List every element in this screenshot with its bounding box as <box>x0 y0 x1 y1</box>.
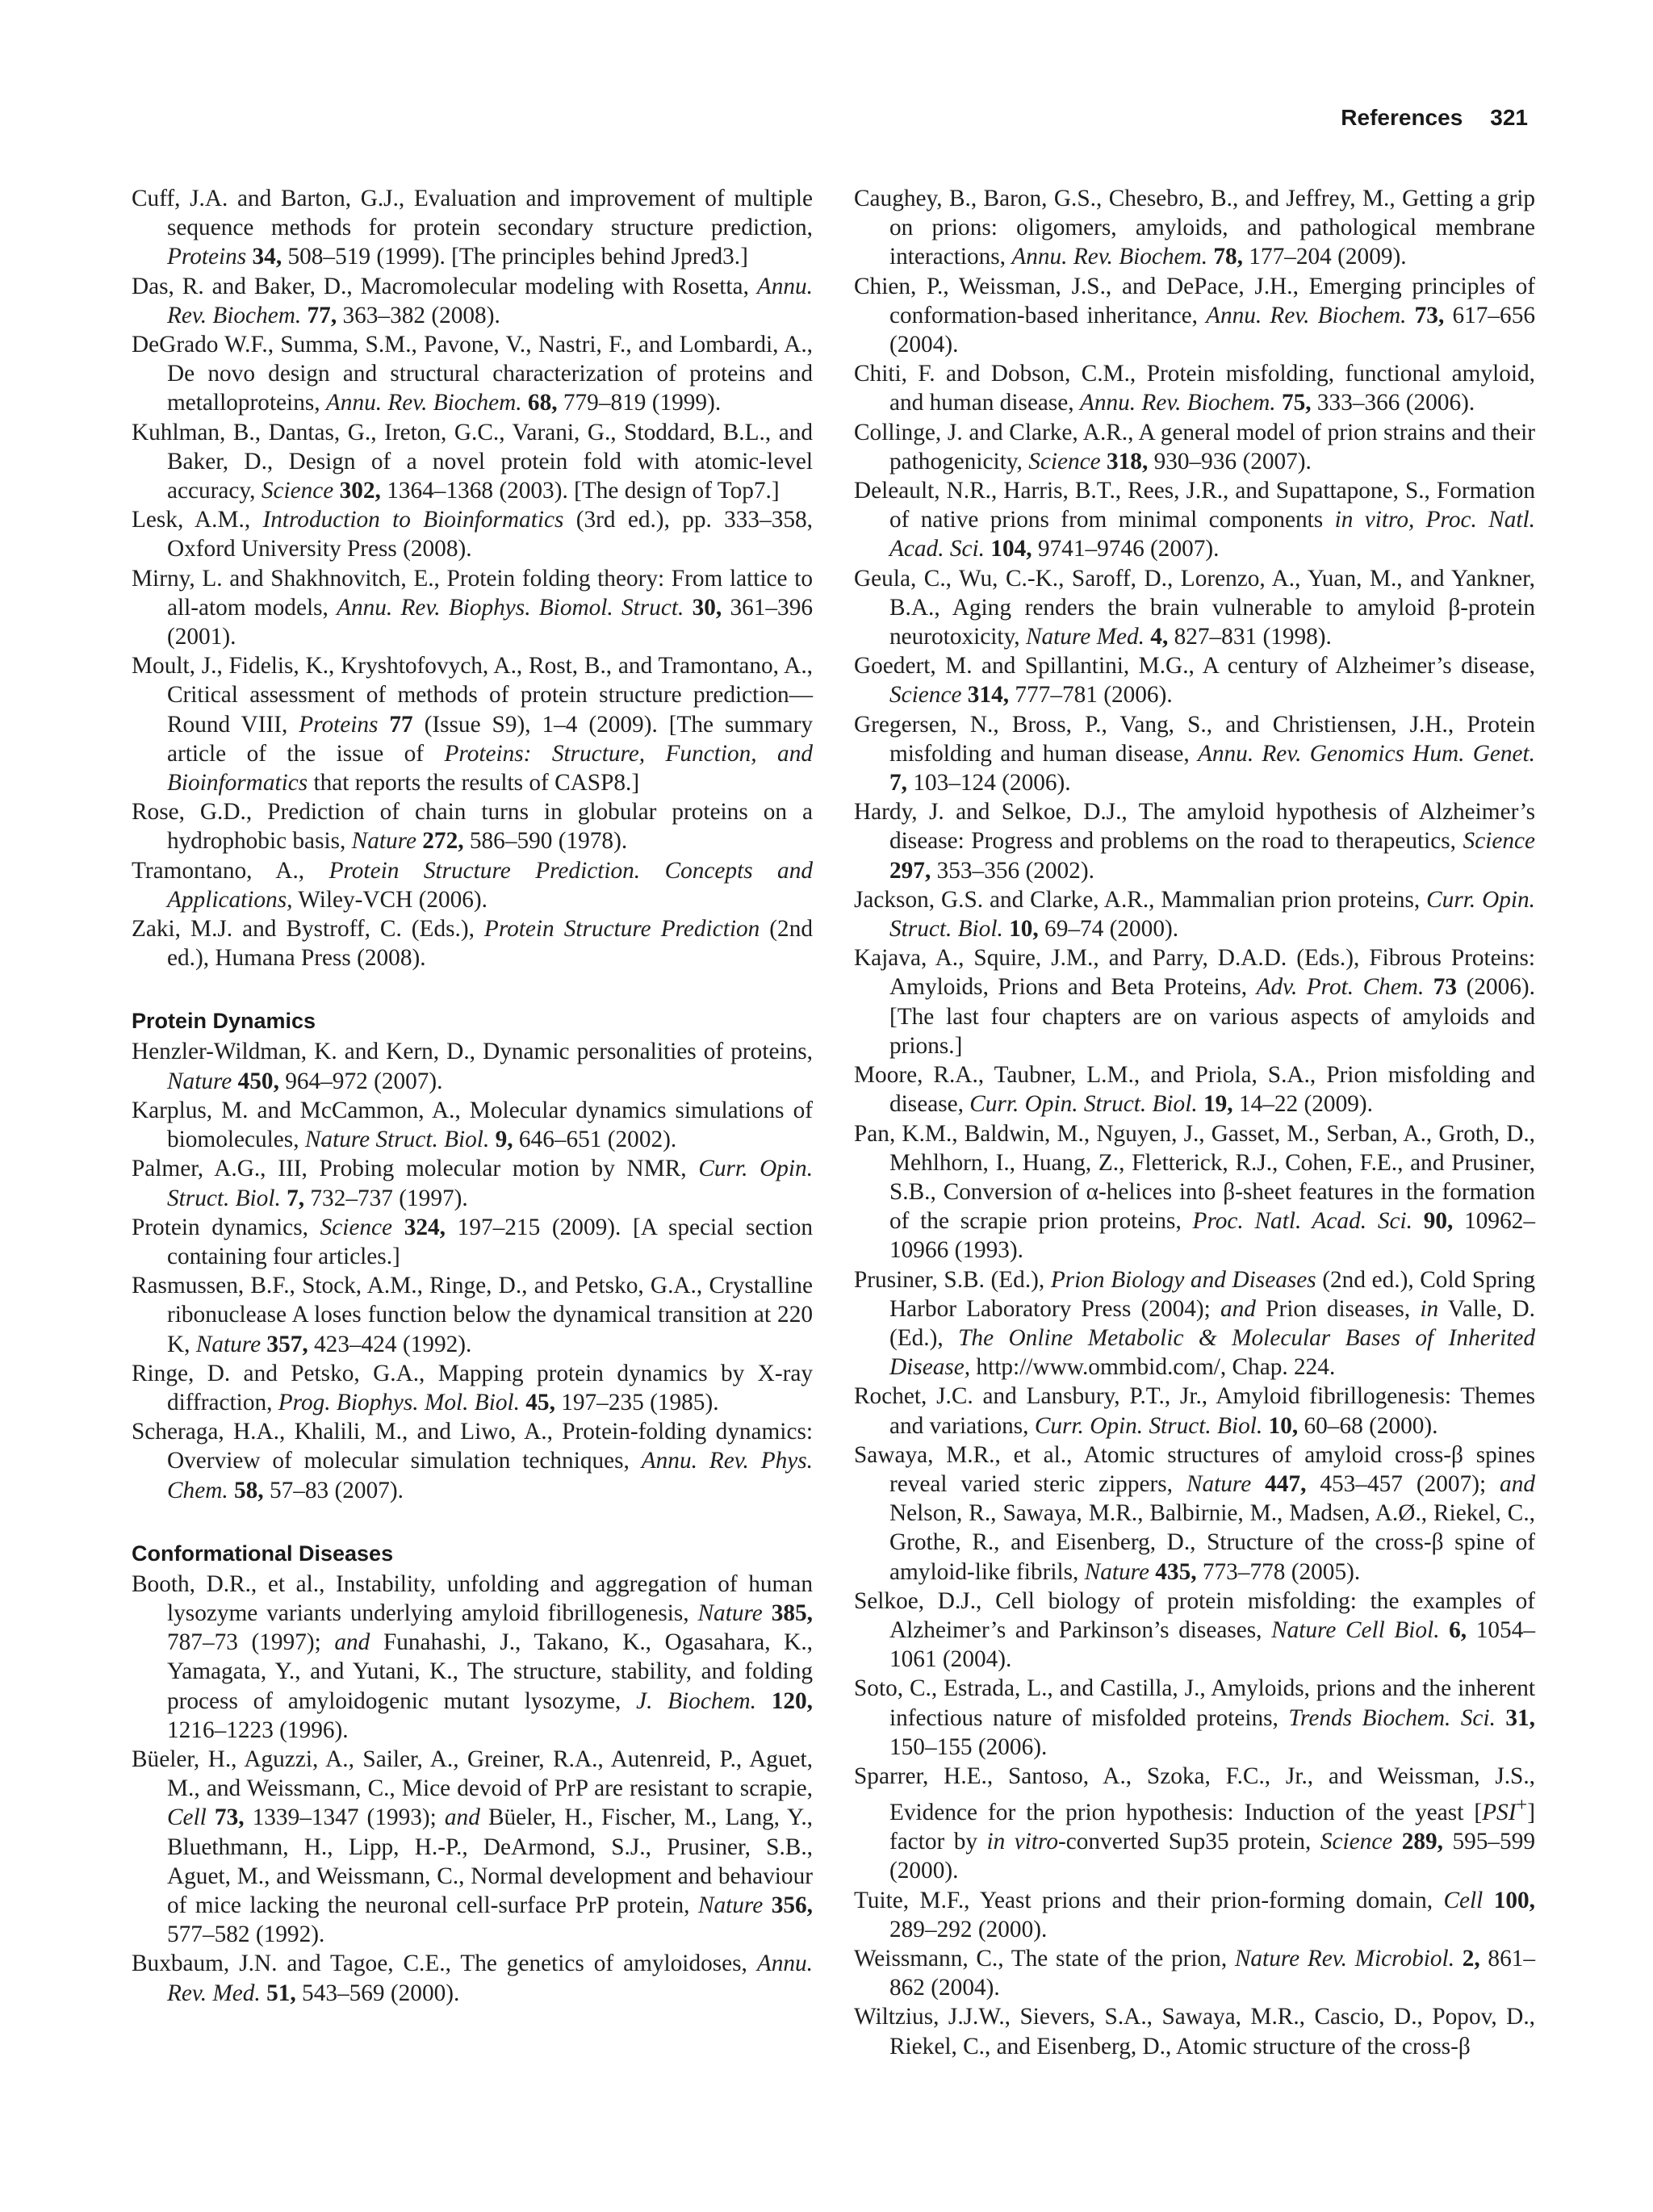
reference-entry: Tuite, M.F., Yeast prions and their prion-forming domain, Cell 100, 289–292 (2000). <box>854 1887 1535 1942</box>
reference-entry: Hardy, J. and Selkoe, D.J., The amyloid hypothesis of Alzheimer’s disease: Progress and problems on the road to therapeutics, Science 297, 353–356 (2002). <box>854 799 1535 884</box>
reference-sawaya: Sawaya, M.R., et al., Atomic structures of amyloid cross-β spines reveal varied steric zippers, Nature 447, 453–457 (2007); and Nelson, R., Sawaya, M.R., Balbirnie, M., Madsen, A.Ø., Riekel, C., Grothe, R., and Eisenberg, D., Structure of the cross-β spine of amyloid-like fibrils, Nature 435, 773–778 (2005). <box>854 1441 1535 1585</box>
reference-entry: Scheraga, H.A., Khalili, M., and Liwo, A., Protein-folding dynamics: Overview of molecular simulation techniques, Annu. Rev. Phys. Chem. 58, 57–83 (2007). <box>132 1419 813 1503</box>
reference-entry: Collinge, J. and Clarke, A.R., A general model of prion strains and their pathogenicity, Science 318, 930–936 (2007). <box>854 419 1536 475</box>
left-column <box>132 184 813 2008</box>
reference-entry: Pan, K.M., Baldwin, M., Nguyen, J., Gasset, M., Serban, A., Groth, D., Mehlhorn, I., Huang, Z., Fletterick, R.J., Cohen, F.E., and Prusiner, S.B., Conversion of α-helices into β-sheet features in the formation of the scrapie prion proteins, Proc. Natl. Acad. Sci. 90, 10962–10966 (1993). <box>854 1120 1535 1264</box>
reference-list <box>854 1587 1535 1762</box>
reference-entry: Lesk, A.M., Introduction to Bioinformatics (3rd ed.), pp. 333–358, Oxford University Press (2008). <box>132 507 813 562</box>
reference-entry: Chiti, F. and Dobson, C.M., Protein misfolding, functional amyloid, and human disease, Annu. Rev. Biochem. 75, 333–366 (2006). <box>854 361 1535 416</box>
reference-entry: Karplus, M. and McCammon, A., Molecular dynamics simulations of biomolecules, Nature Struct. Biol. 9, 646–651 (2002). <box>132 1097 814 1153</box>
reference-entry: Soto, C., Estrada, L., and Castilla, J., Amyloids, prions and the inherent infectious nature of misfolded proteins, Trends Biochem. Sci. 31, 150–155 (2006). <box>854 1675 1536 1760</box>
reference-list <box>132 797 813 972</box>
reference-booth: Booth, D.R., et al., Instability, unfolding and aggregation of human lysozyme variants underlying amyloid fibrillogenesis, Nature 385, 787–73 (1997); and Funahashi, J., Takano, K., Ogasahara, K., Yamagata, Y., and Yutani, K., The structure, stability, and folding process of amyloidogenic mutant lysozyme, J. Biochem. 120, 1216–1223 (1996). <box>132 1570 814 1743</box>
section-heading-conformational-diseases: Conformational Diseases <box>132 1541 394 1566</box>
reference-list <box>854 184 1535 476</box>
reference-sparrer: Sparrer, H.E., Santoso, A., Szoka, F.C., Jr., and Weissman, J.S., Evidence for the prion hypothesis: Induction of the yeast [PSI+] factor by in vitro-converted Sup35 protein, Science 289, 595–599 (2000). <box>854 1762 1535 1884</box>
reference-list <box>854 651 1535 1265</box>
reference-geula: Geula, C., Wu, C.-K., Saroff, D., Lorenzo, A., Yuan, M., and Yankner, B.A., Aging renders the brain vulnerable to amyloid β-protein neurotoxicity, Nature Med. 4, 827–831 (1998). <box>854 565 1535 650</box>
reference-entry: Protein dynamics, Science 324, 197–215 (2009). [A special section containing four articles.] <box>132 1214 813 1269</box>
reference-deleault: Deleault, N.R., Harris, B.T., Rees, J.R., and Supattapone, S., Formation of native prions from minimal components in vitro, Proc. Natl. Acad. Sci. 104, 9741–9746 (2007). <box>854 478 1535 562</box>
reference-entry: Mirny, L. and Shakhnovitch, E., Protein folding theory: From lattice to all-atom models, Annu. Rev. Biophys. Biomol. Struct. 30, 361–396 (2001). <box>132 565 813 650</box>
reference-entry: Goedert, M. and Spillantini, M.G., A century of Alzheimer’s disease, Science 314, 777–781 (2006). <box>854 653 1535 709</box>
reference-entry: Palmer, A.G., III, Probing molecular motion by NMR, Curr. Opin. Struct. Biol. 7, 732–737 (1997). <box>132 1156 814 1211</box>
reference-entry: Tramontano, A., Protein Structure Prediction. Concepts and Applications, Wiley-VCH (2006). <box>132 857 814 913</box>
reference-entry: Rasmussen, B.F., Stock, A.M., Ringe, D., and Petsko, G.A., Crystalline ribonuclease A loses function below the dynamical transition at 220 K, Nature 357, 423–424 (1992). <box>132 1273 813 1357</box>
reference-entry: Gregersen, N., Bross, P., Vang, S., and Christiensen, J.H., Protein misfolding and human disease, Annu. Rev. Genomics Hum. Genet. 7, 103–124 (2006). <box>854 711 1535 797</box>
reference-buxbaum: Buxbaum, J.N. and Tagoe, C.E., The genetics of amyloidoses, Annu. Rev. Med. 51, 543–569 (2000). <box>132 1951 813 2006</box>
reference-entry: Cuff, J.A. and Barton, G.J., Evaluation and improvement of multiple sequence methods for protein secondary structure prediction, Proteins 34, 508–519 (1999). [The principles behind Jpred3.] <box>132 186 813 270</box>
reference-entry: Jackson, G.S. and Clarke, A.R., Mammalian prion proteins, Curr. Opin. Struct. Biol. 10, 69–74 (2000). <box>854 886 1535 943</box>
running-header-section: References <box>1341 105 1463 130</box>
reference-entry: Kajava, A., Squire, J.M., and Parry, D.A.D. (Eds.), Fibrous Proteins: Amyloids, Prions and Beta Proteins, Adv. Prot. Chem. 73 (2006). [The last four chapters are on various aspects of amyloids and prions.] <box>854 945 1536 1059</box>
reference-entry: Chien, P., Weissman, J.S., and DePace, J.H., Emerging principles of conformation-based inheritance, Annu. Rev. Biochem. 73, 617–656 (2004). <box>854 273 1535 358</box>
reference-entry: Henzler-Wildman, K. and Kern, D., Dynamic personalities of proteins, Nature 450, 964–972 (2007). <box>132 1039 813 1094</box>
reference-list <box>854 1886 1535 2061</box>
right-column <box>854 184 1535 2061</box>
reference-entry: Ringe, D. and Petsko, G.A., Mapping protein dynamics by X-ray diffraction, Prog. Biophys. Mol. Biol. 45, 197–235 (1985). <box>132 1360 813 1415</box>
page-number: 321 <box>1490 105 1528 130</box>
reference-entry: Rose, G.D., Prediction of chain turns in globular proteins on a hydrophobic basis, Nature 272, 586–590 (1978). <box>132 799 813 855</box>
reference-bueler: Büeler, H., Aguzzi, A., Sailer, A., Greiner, R.A., Autenreid, P., Aguet, M., and Weissmann, C., Mice devoid of PrP are resistant to scrapie, Cell 73, 1339–1347 (1993); and Büeler, H., Fischer, M., Lang, Y., Bluethmann, H., Lipp, H.-P., DeArmond, S.J., Prusiner, S.B., Aguet, M., and Weissmann, C., Normal development and behaviour of mice lacking the neuronal cell-surface PrP protein, Nature 356, 577–582 (1992). <box>132 1746 813 1948</box>
reference-entry: Das, R. and Baker, D., Macromolecular modeling with Rosetta, Annu. Rev. Biochem. 77, 363–382 (2008). <box>132 273 813 328</box>
running-header <box>1341 102 1528 134</box>
reference-entry: Moore, R.A., Taubner, L.M., and Priola, S.A., Prion misfolding and disease, Curr. Opin. Struct. Biol. 19, 14–22 (2009). <box>854 1062 1535 1118</box>
reference-rochet: Rochet, J.C. and Lansbury, P.T., Jr., Amyloid fibrillogenesis: Themes and variations, Curr. Opin. Struct. Biol. 10, 60–68 (2000). <box>854 1383 1535 1439</box>
reference-entry: Weissmann, C., The state of the prion, Nature Rev. Microbiol. 2, 861–862 (2004). <box>854 1945 1536 2001</box>
reference-list <box>132 184 813 651</box>
reference-entry: Caughey, B., Baron, G.S., Chesebro, B., and Jeffrey, M., Getting a grip on prions: oligomers, amyloids, and pathological membrane interactions, Annu. Rev. Biochem. 78, 177–204 (2009). <box>854 186 1535 270</box>
reference-list <box>132 1037 813 1504</box>
reference-entry: DeGrado W.F., Summa, S.M., Pavone, V., Nastri, F., and Lombardi, A., De novo design and structural characterization of proteins and metalloproteins, Annu. Rev. Biochem. 68, 779–819 (1999). <box>132 332 813 416</box>
reference-entry: Selkoe, D.J., Cell biology of protein misfolding: the examples of Alzheimer’s and Parkinson’s diseases, Nature Cell Biol. 6, 1054–1061 (2004). <box>854 1587 1535 1673</box>
reference-entry: Kuhlman, B., Dantas, G., Ireton, G.C., Varani, G., Stoddard, B.L., and Baker, D., Design of a novel protein fold with atomic-level accuracy, Science 302, 1364–1368 (2003). [The design of Top7.] <box>132 419 813 504</box>
section-heading-protein-dynamics: Protein Dynamics <box>132 1009 316 1034</box>
reference-entry: Zaki, M.J. and Bystroff, C. (Eds.), Protein Structure Prediction (2nd ed.), Humana Press (2008). <box>132 916 813 972</box>
reference-moult: Moult, J., Fidelis, K., Kryshtofovych, A., Rost, B., and Tramontano, A., Critical assessment of methods of protein structure prediction—Round VIII, Proteins 77 (Issue S9), 1–4 (2009). [The summary article of the issue of Proteins: Structure, Function, and Bioinformatics that reports the results of CASP8.] <box>132 653 813 797</box>
reference-entry: Wiltzius, J.J.W., Sievers, S.A., Sawaya, M.R., Cascio, D., Popov, D., Riekel, C., and Eisenberg, D., Atomic structure of the cross-β <box>854 2004 1535 2059</box>
reference-prusiner: Prusiner, S.B. (Ed.), Prion Biology and Diseases (2nd ed.), Cold Spring Harbor Laboratory Press (2004); and Prion diseases, in Valle, D. (Ed.), The Online Metabolic & Molecular Bases of Inherited Disease, http://www.ommbid.com/, Chap. 224. <box>854 1266 1535 1381</box>
